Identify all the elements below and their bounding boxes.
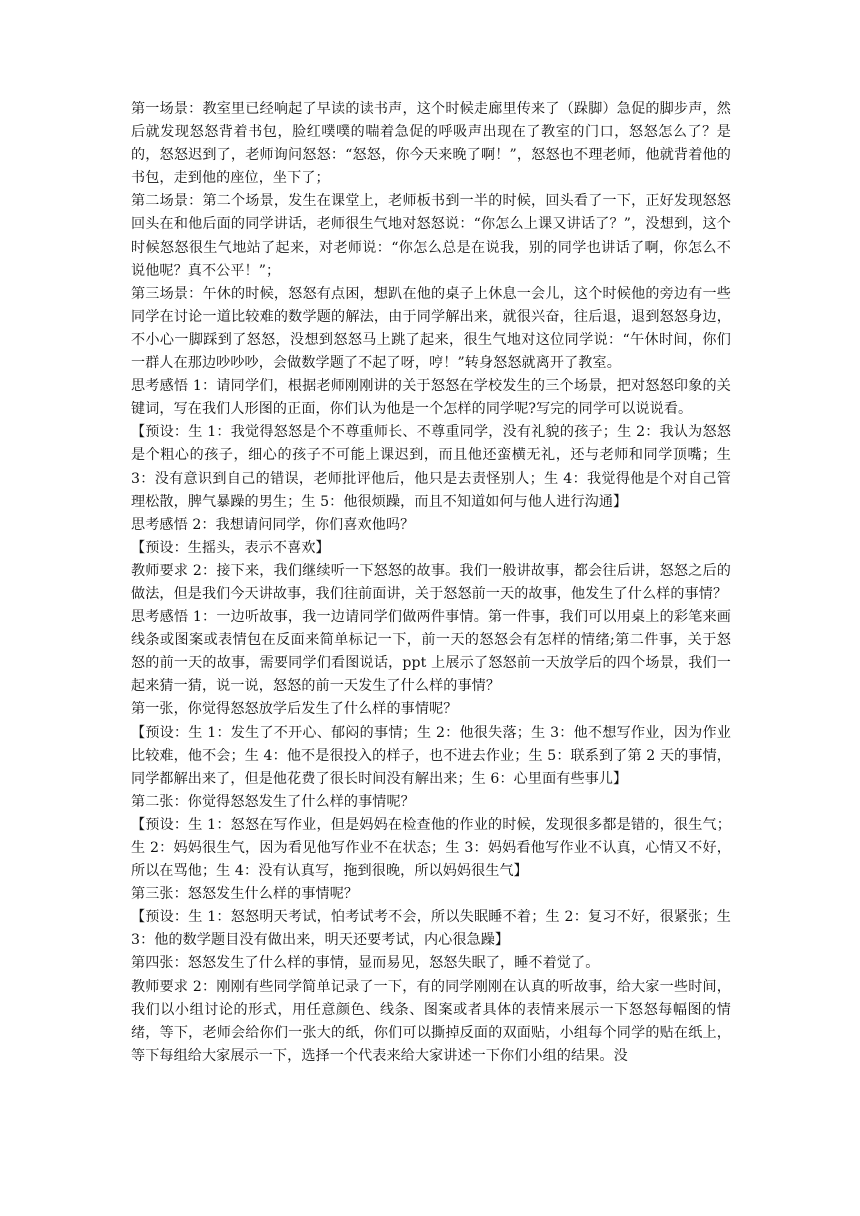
paragraph-preset-2: 【预设：生摇头，表示不喜欢】 (131, 539, 330, 556)
paragraph-teacher-request-2: 教师要求 2：接下来，我们继续听一下怒怒的故事。我们一般讲故事，都会往后讲，怒怒之后的做法，但是我们今天讲故事，我们往前面讲，关于怒怒前一天的故事，他发生了什么样的事情？ (131, 562, 731, 602)
paragraph-picture-4: 第四张：怒怒发生了什么样的事情，显而易见，怒怒失眠了，睡不着觉了。 (131, 955, 600, 972)
paragraph-picture-2: 第二张：你觉得怒怒发生了什么样的事情呢？ (131, 793, 415, 810)
paragraph-reflection-1b: 思考感悟 1：一边听故事，我一边请同学们做两件事情。第一件事，我们可以用桌上的彩笔来画线条或图案或表情包在反面来简单标记一下，前一天的怒怒会有怎样的情绪;第二件事，关于怒怒的前一天的故事，需要同学们看图说话，ppt 上展示了怒怒前一天放学后的四个场景，我们一起来猜一猜，说一说，怒怒的前一天发生了什么样的事情？ (131, 609, 731, 695)
paragraph-preset-3: 【预设：生 1：发生了不开心、郁闷的事情；生 2：他很失落；生 3：他不想写作业，因为作业比较难，他不会；生 4：他不是很投入的样子，也不进去作业；生 5：联系到了第 2 天的事情，同学都解出来了，但是他花费了很长时间没有解出来；生 6：心里面有些事儿】 (131, 724, 731, 787)
paragraph-preset-4: 【预设：生 1：怒怒在写作业，但是妈妈在检查他的作业的时候，发现很多都是错的，很生气；生 2：妈妈很生气，因为看见他写作业不在状态；生 3：妈妈看他写作业不认真，心情又不好，所以在骂他；生 4：没有认真写，拖到很晚，所以妈妈很生气】 (131, 816, 731, 880)
paragraph-preset-5: 【预设：生 1：怒怒明天考试，怕考试考不会，所以失眠睡不着；生 2：复习不好，很紧张；生 3：他的数学题目没有做出来，明天还要考试，内心很急躁】 (131, 909, 731, 949)
paragraph-picture-1: 第一张，你觉得怒怒放学后发生了什么样的事情呢？ (131, 701, 458, 718)
paragraph-scene-1: 第一场景：教室里已经响起了早读的读书声，这个时候走廊里传来了（跺脚）急促的脚步声，然后就发现怒怒背着书包，脸红噗噗的喘着急促的呼吸声出现在了教室的门口，怒怒怎么了？是的，怒怒迟到了，老师询问怒怒：“怒怒，你今天来晚了啊！”，怒怒也不理老师，他就背着他的书包，走到他的座位，坐下了； (131, 101, 731, 187)
paragraph-reflection-1: 思考感悟 1：请同学们，根据老师刚刚讲的关于怒怒在学校发生的三个场景，把对怒怒印象的关键词，写在我们人形图的正面，你们认为他是一个怎样的同学呢?写完的同学可以说说看。 (131, 378, 731, 418)
paragraph-scene-2: 第二场景：第二个场景，发生在课堂上，老师板书到一半的时候，回头看了一下，正好发现怒怒回头在和他后面的同学讲话，老师很生气地对怒怒说：“你怎么上课又讲话了？”，没想到，这个时候怒怒很生气地站了起来，对老师说：“你怎么总是在说我，别的同学也讲话了啊，你怎么不说他呢？真不公平！”； (131, 193, 731, 279)
paragraph-picture-3: 第三张：怒怒发生什么样的事情呢？ (131, 886, 359, 903)
paragraph-teacher-request-2b: 教师要求 2：刚刚有些同学简单记录了一下，有的同学刚刚在认真的听故事，给大家一些时间，我们以小组讨论的形式，用任意颜色、线条、图案或者具体的表情来展示一下怒怒每幅图的情绪，等下，老师会给你们一张大的纸，你们可以撕掉反面的双面贴，小组每个同学的贴在纸上，等下每组给大家展示一下，选择一个代表来给大家讲述一下你们小组的结果。没 (131, 978, 731, 1064)
document-body (131, 98, 731, 1068)
paragraph-preset-1: 【预设：生 1：我觉得怒怒是个不尊重师长、不尊重同学，没有礼貌的孩子；生 2：我认为怒怒是个粗心的孩子，细心的孩子不可能上课迟到，而且他还蛮横无礼，还与老师和同学顶嘴；生 3：没有意识到自己的错误，老师批评他后，他只是去责怪别人；生 4：我觉得他是个对自己管理松散，脾气暴躁的男生；生 5：他很烦躁，而且不知道如何与他人进行沟通】 (131, 424, 731, 510)
paragraph-reflection-2: 思考感悟 2：我想请问同学，你们喜欢他吗？ (131, 516, 415, 533)
paragraph-scene-3: 第三场景：午休的时候，怒怒有点困，想趴在他的桌子上休息一会儿，这个时候他的旁边有一些同学在讨论一道比较难的数学题的解法，由于同学解出来，就很兴奋，往后退，退到怒怒身边，不小心一脚踩到了怒怒，没想到怒怒马上跳了起来，很生气地对这位同学说：“午休时间，你们一群人在那边吵吵吵，会做数学题了不起了呀，哼！”转身怒怒就离开了教室。 (131, 285, 731, 372)
